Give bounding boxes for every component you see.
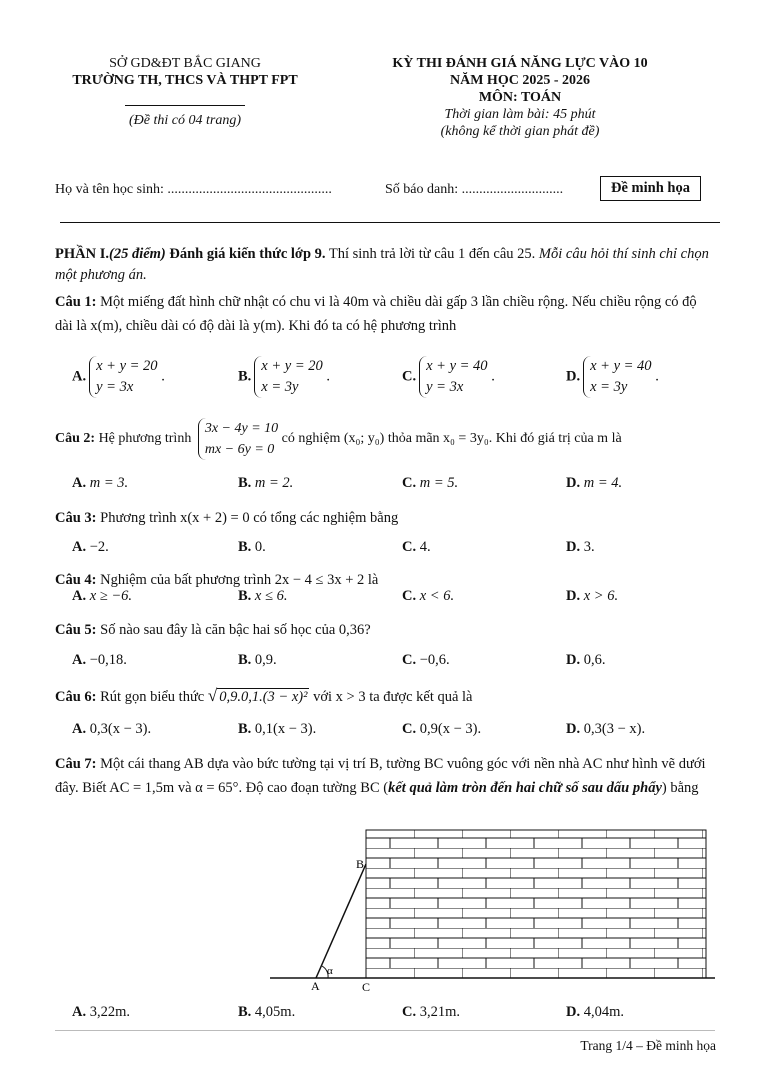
q4-label: Câu 4: <box>55 572 97 588</box>
q3-text: Phương trình x(x + 2) = 0 có tổng các nghiệm bằng <box>96 510 399 526</box>
q2-option-d[interactable]: D. m = 4. <box>566 475 623 491</box>
q3-option-c[interactable]: C. 4. <box>402 539 431 555</box>
q5-option-c[interactable]: C. −0,6. <box>402 652 450 668</box>
q5-text: Số nào sau đây là căn bậc hai số học của 0,36? <box>96 622 371 638</box>
pages-note: (Đề thi có 04 trang) <box>129 113 241 128</box>
q1-system-c: x + y = 40 y = 3x <box>419 356 487 398</box>
q7-text-2: kết quả làm tròn đến hai chữ số sau dấu phẩy <box>388 780 662 796</box>
q3-option-b[interactable]: B. 0. <box>238 539 266 555</box>
header-divider <box>125 105 245 106</box>
sample-badge: Đề minh họa <box>600 176 701 201</box>
q6-option-a[interactable]: A. 0,3(x − 3). <box>72 721 152 737</box>
time-note: (không kể thời gian phát đề) <box>440 124 600 139</box>
question-5 <box>55 618 715 642</box>
question-3 <box>55 506 715 530</box>
q3-option-d[interactable]: D. 3. <box>566 539 595 555</box>
student-id-line: Số báo danh: ............................. <box>385 182 564 197</box>
student-name-line: Họ và tên học sinh: ............................................... <box>55 182 332 197</box>
q5-label: Câu 5: <box>55 622 97 638</box>
header-right <box>370 55 670 140</box>
q1-system-a: x + y = 20 y = 3x <box>89 356 157 398</box>
q7-option-b[interactable]: B. 4,05m. <box>238 1004 296 1020</box>
q6-radicand: 0,9.0,1.(3 − x)² <box>219 689 308 705</box>
q5-option-a[interactable]: A. −0,18. <box>72 652 127 668</box>
part1-heading <box>55 244 715 286</box>
q7-option-c[interactable]: C. 3,21m. <box>402 1004 461 1020</box>
q4-option-a[interactable]: A. x ≥ −6. <box>72 588 133 604</box>
question-7 <box>55 752 715 800</box>
q6-option-b[interactable]: B. 0,1(x − 3). <box>238 721 317 737</box>
part1-topic: Đánh giá kiến thức lớp 9. <box>165 246 326 262</box>
q4-option-c[interactable]: C. x < 6. <box>402 588 455 604</box>
q2-option-a[interactable]: A. m = 3. <box>72 475 129 491</box>
label-alpha: α <box>327 965 333 977</box>
dept-name: SỞ GD&ĐT BẮC GIANG <box>109 56 261 71</box>
q4-option-b[interactable]: B. x ≤ 6. <box>238 588 288 604</box>
brick-wall <box>366 830 706 978</box>
footer-rule <box>55 1030 715 1031</box>
school-name: TRƯỜNG TH, THCS VÀ THPT FPT <box>72 73 298 88</box>
q6-post: với x > 3 ta được kết quả là <box>309 689 473 705</box>
header-left <box>55 55 315 129</box>
q6-pre: Rút gọn biểu thức <box>96 689 208 705</box>
q7-label: Câu 7: <box>55 756 97 772</box>
question-2 <box>55 418 715 460</box>
q1-system-b: x + y = 20 x = 3y <box>254 356 322 398</box>
time-limit: Thời gian làm bài: 45 phút <box>444 107 596 122</box>
q2-label: Câu 2: <box>55 431 96 447</box>
q5-option-b[interactable]: B. 0,9. <box>238 652 277 668</box>
exam-title: KỲ THI ĐÁNH GIÁ NĂNG LỰC VÀO 10 <box>392 56 648 71</box>
q4-text: Nghiệm của bất phương trình 2x − 4 ≤ 3x + 2 là <box>96 572 379 588</box>
subject: MÔN: TOÁN <box>478 90 562 105</box>
label-a: A <box>311 979 320 993</box>
page-footer: Trang 1/4 – Đề minh họa <box>580 1038 716 1053</box>
q1-text: Một miếng đất hình chữ nhật có chu vi là 40m và chiều dài gấp 3 lần chiều rộng. Nếu chiều rộng có độ dài là x(m), chiều dài có độ dài là y(m). Khi đó ta có hệ phương trình <box>55 294 697 334</box>
ladder-line <box>316 864 366 978</box>
part1-points: (25 điểm) <box>108 246 166 262</box>
q1-system-d: x + y = 40 x = 3y <box>583 356 651 398</box>
question-1 <box>55 290 715 338</box>
q1-option-a[interactable]: A.x + y = 20 y = 3x . <box>72 356 165 398</box>
q2-system: 3x − 4y = 10 mx − 6y = 0 <box>198 418 278 460</box>
q7-option-d[interactable]: D. 4,04m. <box>566 1004 625 1020</box>
q4-option-d[interactable]: D. x > 6. <box>566 588 619 604</box>
part1-title: PHẦN I. <box>55 246 109 262</box>
part1-instruction: Thí sinh trả lời từ câu 1 đến câu 25. <box>325 246 539 262</box>
separator <box>60 222 720 223</box>
part1-note: Mỗi câu hỏi thí sinh chỉ chọn một phương án. <box>55 246 709 283</box>
q7-option-a[interactable]: A. 3,22m. <box>72 1004 131 1020</box>
q6-label: Câu 6: <box>55 689 97 705</box>
q2-post: có nghiệm (x₀; y₀) thỏa mãn x₀ = 3y₀. Khi đó giá trị của m là <box>278 431 622 447</box>
q1-option-b[interactable]: B.x + y = 20 x = 3y . <box>238 356 330 398</box>
label-c: C <box>362 980 371 994</box>
label-b: B <box>356 857 365 871</box>
q6-option-c[interactable]: C. 0,9(x − 3). <box>402 721 482 737</box>
sqrt-sign: √ <box>207 686 218 705</box>
q6-option-d[interactable]: D. 0,3(3 − x). <box>566 721 646 737</box>
q2-pre: Hệ phương trình <box>95 431 195 447</box>
q1-option-c[interactable]: C.x + y = 40 y = 3x . <box>402 356 495 398</box>
q1-label: Câu 1: <box>55 294 97 310</box>
q7-text-1: Một cái thang AB dựa vào bức tường tại vị trí B, tường BC vuông góc với nền nhà AC như hình vẽ dưới đây. Biết AC = 1,5m và α = 65°. Độ cao đoạn tường BC ( <box>55 756 706 796</box>
q3-label: Câu 3: <box>55 510 97 526</box>
school-year: NĂM HỌC 2025 - 2026 <box>450 73 590 88</box>
q7-text-3: ) bằng <box>661 780 699 796</box>
ladder-figure <box>270 828 720 998</box>
q1-option-d[interactable]: D.x + y = 40 x = 3y . <box>566 356 659 398</box>
q2-option-b[interactable]: B. m = 2. <box>238 475 294 491</box>
q5-option-d[interactable]: D. 0,6. <box>566 652 606 668</box>
question-6 <box>55 684 715 709</box>
q3-option-a[interactable]: A. −2. <box>72 539 109 555</box>
q2-option-c[interactable]: C. m = 5. <box>402 475 459 491</box>
